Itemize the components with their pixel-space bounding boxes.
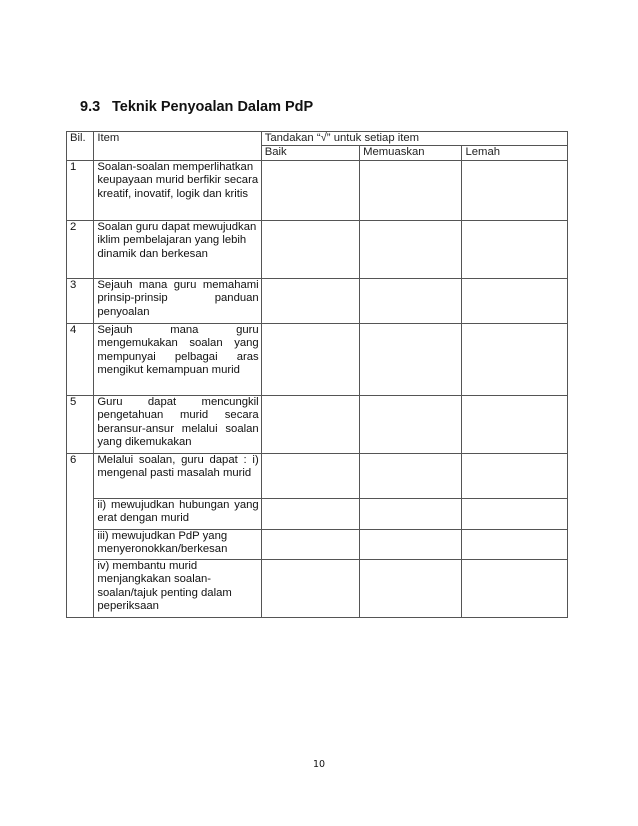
row-subitem: iv) membantu murid menjangkakan soalan-soalan/tajuk penting dalam peperiksaan <box>94 559 261 617</box>
check-cell-lemah[interactable] <box>462 498 568 529</box>
table-row <box>67 323 568 395</box>
check-cell-baik[interactable] <box>261 559 359 617</box>
row-subitem: Melalui soalan, guru dapat : i) mengenal pasti masalah murid <box>94 453 261 498</box>
check-cell-lemah[interactable] <box>462 220 568 278</box>
check-cell-memuaskan[interactable] <box>360 323 462 395</box>
page-number: 10 <box>312 759 326 770</box>
check-cell-lemah[interactable] <box>462 160 568 220</box>
table-row <box>67 453 568 498</box>
check-cell-memuaskan[interactable] <box>360 559 462 617</box>
check-cell-lemah[interactable] <box>462 529 568 559</box>
table-row <box>67 529 568 559</box>
section-title: Teknik Penyoalan Dalam PdP <box>112 99 314 115</box>
check-cell-memuaskan[interactable] <box>360 395 462 453</box>
check-cell-baik[interactable] <box>261 278 359 323</box>
row-number: 6 <box>67 453 94 617</box>
check-cell-baik[interactable] <box>261 453 359 498</box>
check-cell-lemah[interactable] <box>462 559 568 617</box>
evaluation-table <box>66 131 568 618</box>
table-row <box>67 160 568 220</box>
table-row <box>67 559 568 617</box>
check-cell-lemah[interactable] <box>462 323 568 395</box>
check-cell-lemah[interactable] <box>462 278 568 323</box>
table-row <box>67 278 568 323</box>
row-number: 1 <box>67 160 94 220</box>
table-row <box>67 498 568 529</box>
row-item: Soalan guru dapat mewujudkan iklim pembelajaran yang lebih dinamik dan berkesan <box>94 220 261 278</box>
check-cell-memuaskan[interactable] <box>360 160 462 220</box>
check-cell-baik[interactable] <box>261 160 359 220</box>
row-subitem: ii) mewujudkan hubungan yang erat dengan murid <box>94 498 261 529</box>
check-cell-memuaskan[interactable] <box>360 278 462 323</box>
header-item: Item <box>94 132 261 161</box>
table-row <box>67 220 568 278</box>
section-heading <box>80 99 313 115</box>
header-instruction: Tandakan “√” untuk setiap item <box>261 132 567 146</box>
header-baik: Baik <box>261 146 359 160</box>
row-item: Sejauh mana guru mengemukakan soalan yang mempunyai pelbagai aras mengikut kemampuan murid <box>94 323 261 395</box>
check-cell-baik[interactable] <box>261 220 359 278</box>
row-item: Guru dapat mencungkil pengetahuan murid secara beransur-ansur melalui soalan yang dikemukakan <box>94 395 261 453</box>
check-cell-memuaskan[interactable] <box>360 529 462 559</box>
row-item: Sejauh mana guru memahami prinsip-prinsip panduan penyoalan <box>94 278 261 323</box>
row-number: 4 <box>67 323 94 395</box>
row-subitem: iii) mewujudkan PdP yang menyeronokkan/berkesan <box>94 529 261 559</box>
row-number: 2 <box>67 220 94 278</box>
check-cell-baik[interactable] <box>261 395 359 453</box>
check-cell-baik[interactable] <box>261 323 359 395</box>
table-row <box>67 395 568 453</box>
check-cell-lemah[interactable] <box>462 453 568 498</box>
row-number: 5 <box>67 395 94 453</box>
header-memuaskan: Memuaskan <box>360 146 462 160</box>
check-cell-baik[interactable] <box>261 529 359 559</box>
row-item: Soalan-soalan memperlihatkan keupayaan murid berfikir secara kreatif, inovatif, logik dan kritis <box>94 160 261 220</box>
header-lemah: Lemah <box>462 146 568 160</box>
check-cell-lemah[interactable] <box>462 395 568 453</box>
check-cell-memuaskan[interactable] <box>360 453 462 498</box>
check-cell-memuaskan[interactable] <box>360 498 462 529</box>
header-bil: Bil. <box>67 132 94 161</box>
row-number: 3 <box>67 278 94 323</box>
check-cell-baik[interactable] <box>261 498 359 529</box>
check-cell-memuaskan[interactable] <box>360 220 462 278</box>
section-number: 9.3 <box>80 99 101 115</box>
